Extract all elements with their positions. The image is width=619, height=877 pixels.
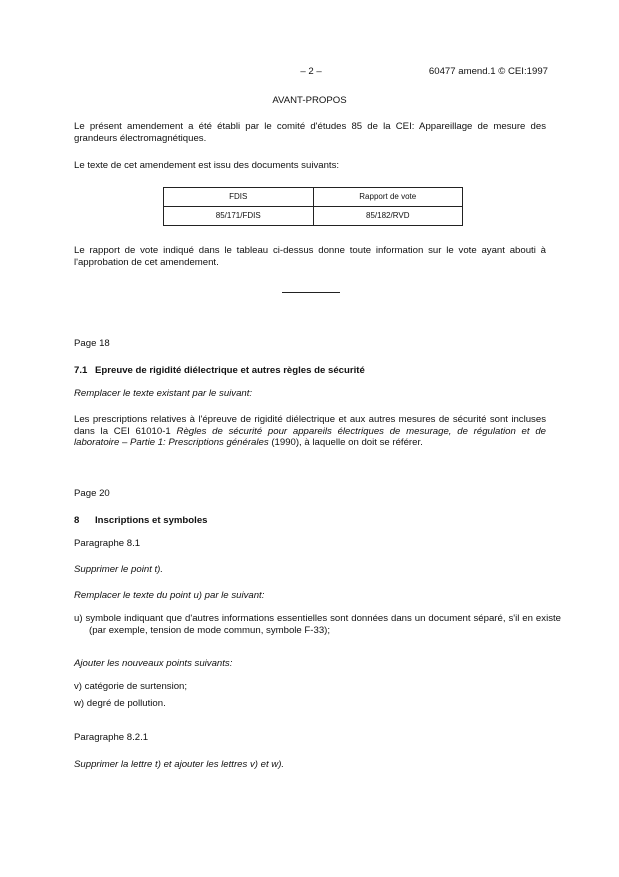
foreword-paragraph-3: Le rapport de vote indiqué dans le tableau ci-dessus donne toute information sur le vote ayant abouti à l'approbation de cet amendement. xyxy=(74,245,546,268)
instruction-delete-letters: Supprimer la lettre t) et ajouter les lettres v) et w). xyxy=(74,759,285,770)
instruction-replace-point-u: Remplacer le texte du point u) par le suivant: xyxy=(74,590,265,601)
instruction-replace-text: Remplacer le texte existant par le suivant: xyxy=(74,388,253,399)
table-header-row xyxy=(164,188,463,207)
section-number: 7.1 xyxy=(74,365,88,376)
section-heading-8 xyxy=(74,515,546,527)
section-title: Epreuve de rigidité diélectrique et autres règles de sécurité xyxy=(95,365,365,376)
instruction-delete-point-t: Supprimer le point t). xyxy=(74,564,164,575)
page-ref-18: Page 18 xyxy=(74,338,110,349)
page-ref-20: Page 20 xyxy=(74,488,110,499)
separator-line xyxy=(282,292,340,293)
document-reference: 60477 amend.1 © CEI:1997 xyxy=(428,66,548,77)
table-header-cell: Rapport de vote xyxy=(313,188,463,207)
documents-table xyxy=(163,187,463,226)
list-item-u: u) symbole indiquant que d'autres informations essentielles sont données dans un document séparé, s'il en existe (par exemple, tension de mode commun, symbole F-33); xyxy=(74,613,561,636)
page-number: – 2 – xyxy=(300,66,322,77)
table-header-cell: FDIS xyxy=(164,188,314,207)
foreword-paragraph-2: Le texte de cet amendement est issu des documents suivants: xyxy=(74,160,340,171)
body-text-end: (1990), à laquelle on doit se référer. xyxy=(268,437,423,448)
foreword-paragraph-1: Le présent amendement a été établi par le comité d'études 85 de la CEI: Appareillage de mesure des grandeurs électromagnétiques. xyxy=(74,121,546,144)
section-heading-7-1 xyxy=(74,365,546,377)
section-number: 8 xyxy=(74,515,80,526)
table-row xyxy=(164,207,463,226)
paragraph-ref-8-2-1: Paragraphe 8.2.1 xyxy=(74,732,149,743)
table-cell: 85/182/RVD xyxy=(313,207,463,226)
list-item-v: v) catégorie de surtension; xyxy=(74,681,188,692)
instruction-add-points: Ajouter les nouveaux points suivants: xyxy=(74,658,233,669)
standard-title: Règles de sécurité pour appareils électriques de mesurage, de régulation et de laboratoire – Partie 1: Prescriptions générales xyxy=(74,425,546,448)
table-cell: 85/171/FDIS xyxy=(164,207,314,226)
section-7-1-body xyxy=(74,414,546,449)
foreword-title: AVANT-PROPOS xyxy=(272,95,347,106)
section-title: Inscriptions et symboles xyxy=(95,515,208,526)
paragraph-ref-8-1: Paragraphe 8.1 xyxy=(74,538,141,549)
list-item-w: w) degré de pollution. xyxy=(74,698,166,709)
body-text: Les prescriptions relatives à l'épreuve de rigidité diélectrique et aux autres mesures de sécurité sont incluses dans la CEI 61010-1 xyxy=(74,414,546,437)
